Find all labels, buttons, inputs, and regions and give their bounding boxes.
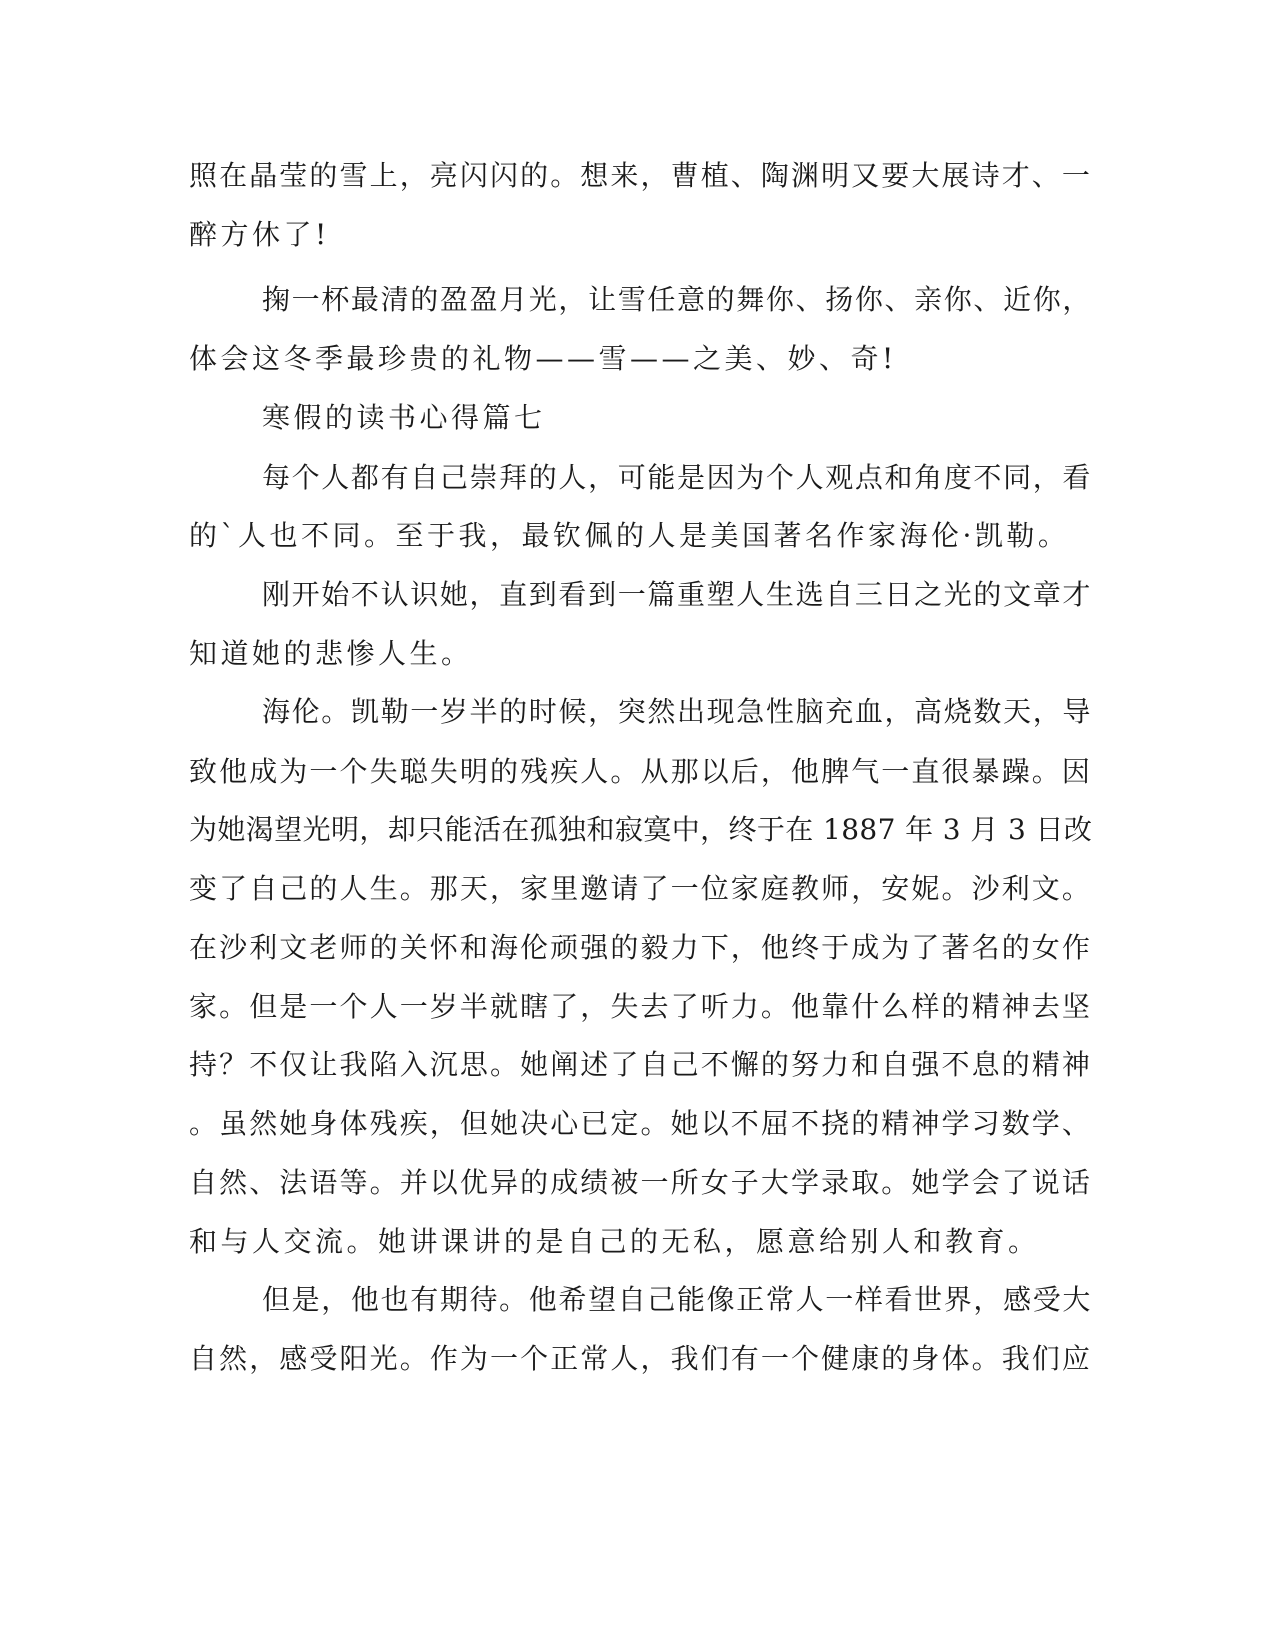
text-line: 。虽然她身体残疾，但她决心已定。她以不屈不挠的精神学习数学、 [189, 1107, 1093, 1140]
text-line: 照在晶莹的雪上，亮闪闪的。想来，曹植、陶渊明又要大展诗才、一 [189, 159, 1093, 192]
section-heading: 寒假的读书心得篇七 [262, 401, 546, 434]
text-line: 知道她的悲惨人生。 [189, 637, 473, 670]
text-line: 持？不仅让我陷入沉思。她阐述了自己不懈的努力和自强不息的精神 [189, 1048, 1093, 1081]
text-line: 在沙利文老师的关怀和海伦顽强的毅力下，他终于成为了著名的女作 [189, 931, 1093, 964]
text-line: 自然、法语等。并以优异的成绩被一所女子大学录取。她学会了说话 [189, 1166, 1093, 1199]
text-line: 自然，感受阳光。作为一个正常人，我们有一个健康的身体。我们应 [189, 1342, 1093, 1375]
text-line: 每个人都有自己崇拜的人，可能是因为个人观点和角度不同，看 [262, 461, 1093, 494]
text-line: 但是，他也有期待。他希望自己能像正常人一样看世界，感受大 [262, 1283, 1093, 1316]
text-line: 的`人也不同。至于我，最钦佩的人是美国著名作家海伦·凯勒。 [189, 519, 1070, 552]
text-line: 醉方休了! [189, 218, 330, 251]
text-line: 家。但是一个人一岁半就瞎了，失去了听力。他靠什么样的精神去坚 [189, 990, 1093, 1023]
text-line: 致他成为一个失聪失明的残疾人。从那以后，他脾气一直很暴躁。因 [189, 755, 1093, 788]
text-line: 掬一杯最清的盈盈月光，让雪任意的舞你、扬你、亲你、近你， [262, 283, 1093, 316]
text-line: 为她渴望光明，却只能活在孤独和寂寞中，终于在 1887 年 3 月 3 日改 [189, 813, 1093, 846]
text-line: 海伦。凯勒一岁半的时候，突然出现急性脑充血，高烧数天，导 [262, 695, 1093, 728]
text-line: 刚开始不认识她，直到看到一篇重塑人生选自三日之光的文章才 [262, 578, 1093, 611]
text-line: 变了自己的人生。那天，家里邀请了一位家庭教师，安妮。沙利文。 [189, 872, 1093, 905]
text-line: 和与人交流。她讲课讲的是自己的无私，愿意给别人和教育。 [189, 1225, 1040, 1258]
text-line: 体会这冬季最珍贵的礼物——雪——之美、妙、奇! [189, 342, 897, 375]
